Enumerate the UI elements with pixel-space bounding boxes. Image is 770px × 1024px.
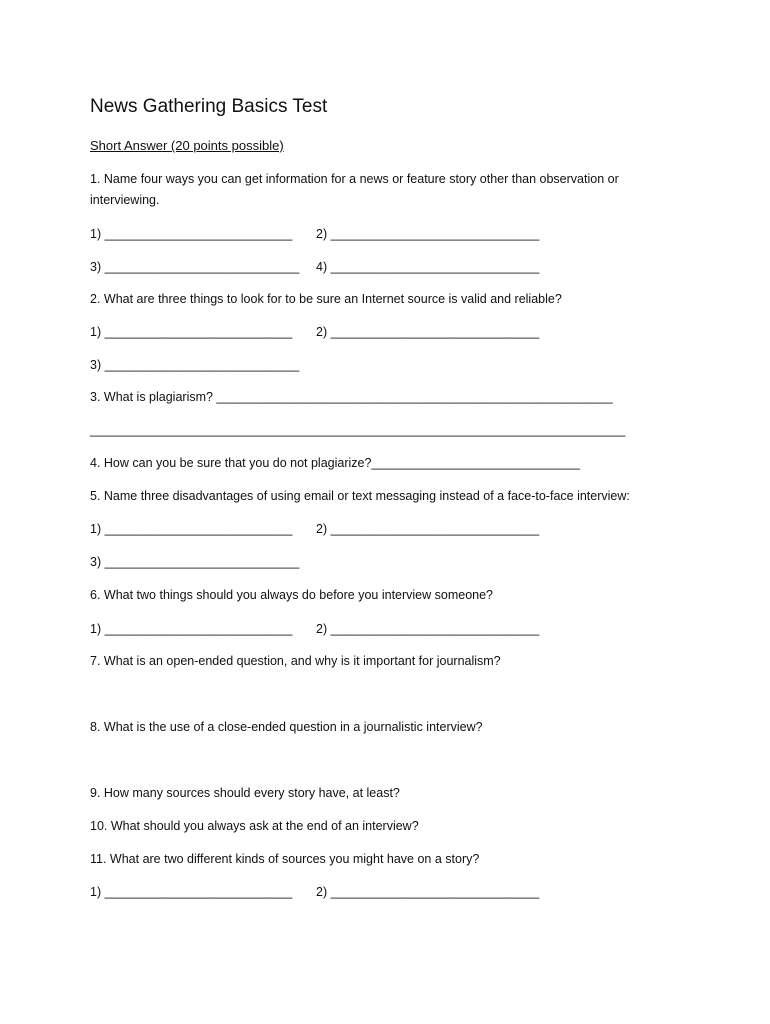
answer-blank-1-2: 2) ______________________________ <box>316 227 540 241</box>
question-10: 10. What should you always ask at the end of an interview? <box>90 819 419 833</box>
answer-blank-5-1: 1) ___________________________ <box>90 522 293 536</box>
answer-blank-2-2: 2) ______________________________ <box>316 325 540 339</box>
answer-blank-2-3: 3) ____________________________ <box>90 358 300 372</box>
question-1-continued: interviewing. <box>90 193 160 207</box>
question-5: 5. Name three disadvantages of using email or text messaging instead of a face-to-face interview: <box>90 489 630 503</box>
question-4: 4. How can you be sure that you do not plagiarize?______________________________ <box>90 456 580 470</box>
question-1: 1. Name four ways you can get information for a news or feature story other than observation or <box>90 172 619 186</box>
question-11: 11. What are two different kinds of sources you might have on a story? <box>90 852 480 866</box>
question-2: 2. What are three things to look for to be sure an Internet source is valid and reliable? <box>90 292 562 306</box>
answer-blank-6-1: 1) ___________________________ <box>90 622 293 636</box>
section-heading: Short Answer (20 points possible) <box>90 138 284 153</box>
answer-blank-11-2: 2) ______________________________ <box>316 885 540 899</box>
question-8: 8. What is the use of a close-ended question in a journalistic interview? <box>90 720 483 734</box>
answer-blank-1-4: 4) ______________________________ <box>316 260 540 274</box>
question-6: 6. What two things should you always do before you interview someone? <box>90 588 494 602</box>
question-3: 3. What is plagiarism? _________________________________________________________ <box>90 390 613 404</box>
answer-blank-6-2: 2) ______________________________ <box>316 622 540 636</box>
question-9: 9. How many sources should every story have, at least? <box>90 786 400 800</box>
answer-line-3: _____________________________________________________________________________ <box>90 423 626 437</box>
answer-blank-11-1: 1) ___________________________ <box>90 885 293 899</box>
page-title: News Gathering Basics Test <box>90 96 328 117</box>
answer-blank-5-2: 2) ______________________________ <box>316 522 540 536</box>
answer-blank-1-3: 3) ____________________________ <box>90 260 300 274</box>
question-7: 7. What is an open-ended question, and why is it important for journalism? <box>90 654 501 668</box>
answer-blank-2-1: 1) ___________________________ <box>90 325 293 339</box>
answer-blank-5-3: 3) ____________________________ <box>90 555 300 569</box>
answer-blank-1-1: 1) ___________________________ <box>90 227 293 241</box>
